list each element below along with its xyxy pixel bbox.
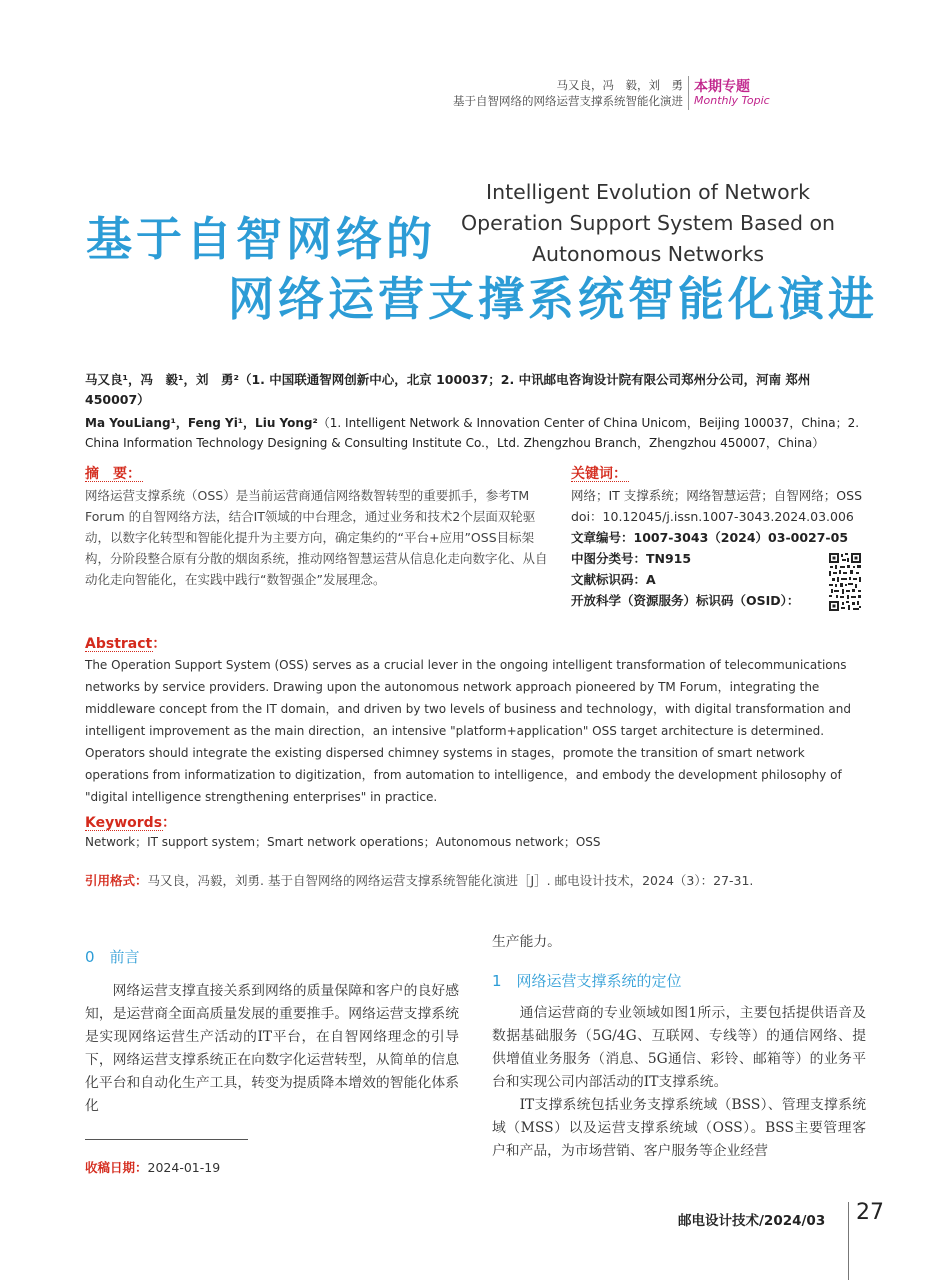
author-names-cn: 马又良¹，冯 毅¹，刘 勇²: [85, 372, 239, 387]
keywords-cn-label: 关键词：: [571, 466, 627, 482]
header-divider: [688, 76, 689, 110]
section-1-paragraph-1: 通信运营商的专业领域如图1所示，主要包括提供语音及数据基础服务（5G/4G、互联网、专线等）的通信网络、提供增值业务服务（消息、5G通信、彩铃、邮箱等）的业务平台和实现公司内部活动的IT支撑系统。: [492, 1005, 866, 1090]
topic-label-cn: 本期专题: [694, 79, 750, 95]
title-en-line: Intelligent Evolution of Network: [486, 180, 810, 204]
received-value: 2024-01-19: [147, 1160, 221, 1175]
keywords-en-text: Network；IT support system；Smart network operations；Autonomous network；OSS: [85, 835, 601, 849]
section-0-paragraph: 网络运营支撑直接关系到网络的质量保障和客户的良好感知，是运营商全面高质量发展的重要推手。网络运营支撑系统是实现网络运营生产活动的IT平台，在自智网络理念的引导下，网络运营支撑系统正在向数字化运营转型，从简单的信息化平台和自动化生产工具，转变为提质降本增效的智能化体系化: [85, 983, 459, 1114]
title-en-line: Operation Support System Based on: [460, 211, 836, 235]
section-0-heading: 0 前言: [85, 948, 140, 966]
page-number: 27: [856, 1200, 884, 1225]
authors-chinese: [85, 370, 870, 410]
abstract-en-underline: [85, 651, 153, 652]
citation-text: 马又良，冯毅，刘勇. 基于自智网络的网络运营支撑系统智能化演进［J］. 邮电设计技术，2024（3）：27-31.: [147, 873, 754, 888]
osid-label: 开放科学（资源服务）标识码（OSID）：: [571, 593, 800, 608]
document-code: 文献标识码：A: [571, 572, 656, 587]
qr-code-icon[interactable]: [828, 552, 862, 612]
running-header-authors: 马又良，冯 毅，刘 勇: [556, 78, 683, 92]
topic-label-en: Monthly Topic: [694, 94, 770, 107]
section-0-body: [85, 980, 459, 1118]
title-english: [460, 177, 836, 270]
article-number: 文章编号：1007-3043（2024）03-0027-05: [571, 530, 849, 545]
keywords-cn-text: 网络；IT 支撑系统；网络智慧运营；自智网络；OSS: [571, 488, 863, 503]
page-number-divider: [848, 1202, 849, 1280]
section-1-heading: 1 网络运营支撑系统的定位: [492, 972, 682, 990]
received-date: [85, 1158, 220, 1176]
footnote-rule: [85, 1139, 248, 1140]
doi: doi：10.12045/j.issn.1007-3043.2024.03.006: [571, 509, 854, 524]
abstract-cn-label: 摘 要：: [85, 466, 141, 482]
author-affiliation-en: （1. Intelligent Network & Innovation Center of China Unicom，Beijing 100037，China；2. China Information Technology Designing & Consulting Institute Co.，Ltd. Zhengzhou Branch，Zhengzhou 450007，China）: [85, 416, 860, 450]
title-chinese-line2: 网络运营支撑系统智能化演进: [228, 272, 878, 326]
section-1-body: [492, 1002, 866, 1163]
right-column-continued: [492, 931, 866, 954]
title-en-line: Autonomous Networks: [531, 242, 765, 266]
received-label: 收稿日期：: [85, 1160, 148, 1175]
keywords-cn-underline: [571, 481, 629, 482]
title-chinese-line1: 基于自智网络的: [86, 212, 436, 266]
abstract-en-text: The Operation Support System (OSS) serves as a crucial lever in the ongoing intelligent transformation of telecommunications networks by service providers. Drawing upon the autonomous network approach pioneered by TM Forum，integrating the middleware concept from the IT domain，and driven by two levels of business and technology，with digital transformation and intelligent improvement as the main direction，an intensive "platform+application" OSS target architecture is determined. Operators should integrate the existing dispersed chimney systems in stages，promote the transition of smart network operations from informatization to digitization，from automation to intelligence，and embody the development philosophy of "digital intelligence strengthening enterprises" in practice.: [85, 658, 851, 804]
journal-footer: 邮电设计技术/2024/03: [678, 1213, 826, 1229]
abstract-cn-underline: [85, 481, 143, 482]
keywords-en-label: Keywords：: [85, 815, 177, 831]
citation: [85, 871, 865, 889]
keywords-en-underline: [85, 830, 163, 831]
running-header-title: 基于自智网络的网络运营支撑系统智能化演进: [453, 94, 683, 108]
authors-english: [85, 413, 870, 453]
author-affiliation-cn: （1. 中国联通智网创新中心，北京 100037；2. 中讯邮电咨询设计院有限公司郑州分公司，河南 郑州 450007）: [85, 372, 811, 407]
abstract-en-label: Abstract：: [85, 636, 167, 652]
abstract-cn-text: 网络运营支撑系统（OSS）是当前运营商通信网络数智转型的重要抓手，参考TM Forum 的自智网络方法，结合IT领域的中台理念，通过业务和技术2个层面双轮驱动，以数字化转型和智能化提升为主要方向，确定集约的“平台+应用”OSS目标架构，分阶段整合原有分散的烟囱系统，推动网络智慧运营从信息化走向数字化、从自动化走向智能化，在实践中践行“数智强企”发展理念。: [85, 488, 548, 587]
author-names-en: Ma YouLiang¹，Feng Yi¹，Liu Yong²: [85, 416, 318, 430]
citation-label: 引用格式：: [85, 873, 148, 888]
clc-number: 中图分类号：TN915: [571, 551, 692, 566]
keywords-cn-block: [571, 485, 871, 611]
continued-paragraph: 生产能力。: [492, 934, 561, 950]
section-1-paragraph-2: IT支撑系统包括业务支撑系统域（BSS）、管理支撑系统域（MSS）以及运营支撑系统域（OSS）。BSS主要管理客户和产品，为市场营销、客户服务等企业经营: [492, 1097, 866, 1159]
